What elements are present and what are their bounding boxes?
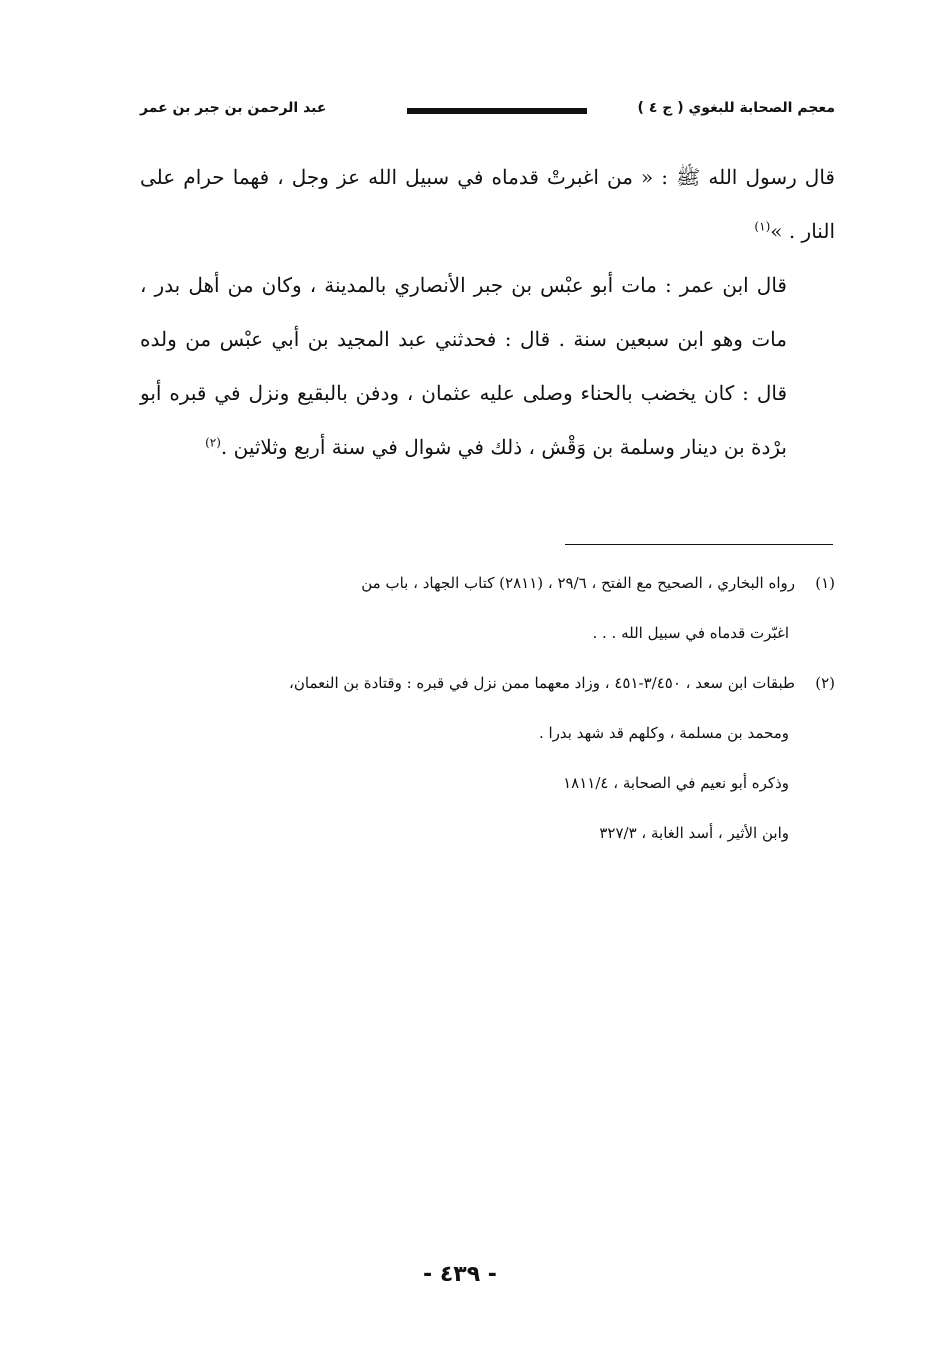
footnote-2-line-1 [95, 658, 835, 708]
main-text [140, 150, 835, 474]
footnote-2-line-4: وابن الأثير ، أسد الغابة ، ٣٢٧/٣ [599, 824, 789, 842]
footnote-2-text-1: طبقات ابن سعد ، ٣/٤٥٠-٤٥١ ، وزاد معهما ممن نزل في قبره : وقتادة بن النعمان، [289, 674, 795, 692]
running-header [140, 98, 835, 126]
footnote-1-text-1: رواه البخاري ، الصحيح مع الفتح ، ٢٩/٦ ، (٢٨١١) كتاب الجهاد ، باب من [361, 574, 795, 592]
footnote-1-number: (١) [815, 574, 835, 592]
footnote-2-line-2: ومحمد بن مسلمة ، وكلهم قد شهد بدرا . [538, 724, 789, 742]
footnote-2-line-3: وذكره أبو نعيم في الصحابة ، ١٨١١/٤ [563, 774, 789, 792]
section-title: عبد الرحمن بن جبر بن عمر [140, 100, 327, 116]
footnote-1-line-2: اغبّرت قدماه في سبيل الله . . . [592, 624, 789, 642]
book-title: معجم الصحابة للبغوي ( ج ٤ ) [637, 100, 835, 116]
footnote-ref-1: (١) [754, 219, 771, 234]
paragraph-biography [140, 258, 835, 474]
footnote-2-number: (٢) [815, 674, 835, 692]
footnote-1 [95, 558, 835, 658]
footnotes [95, 558, 835, 858]
paragraph-hadith [140, 150, 835, 258]
paragraph-hadith-text: قال رسول الله ﷺ : « من اغبرتْ قدماه في سبيل الله عز وجل ، فهما حرام على النار . » [140, 165, 835, 243]
footnote-1-line-1 [95, 558, 835, 608]
paragraph-biography-text: قال ابن عمر : مات أبو عبْس بن جبر الأنصاري بالمدينة ، وكان من أهل بدر ، مات وهو ابن سبعين سنة . قال : فحدثني عبد المجيد بن أبي عبْس من ولده قال : كان يخضب بالحناء وصلى عليه عثمان ، ودفن بالبقيع ونزل في قبره أبو برْدة بن دينار وسلمة بن وَقْش ، ذلك في شوال في سنة أربع وثلاثين . [140, 273, 787, 459]
page-number: - ٤٣٩ - [423, 1262, 497, 1287]
footnote-separator [565, 544, 833, 545]
footnote-ref-2: (٢) [205, 435, 221, 450]
footnote-2 [95, 658, 835, 858]
header-rule [407, 108, 587, 114]
